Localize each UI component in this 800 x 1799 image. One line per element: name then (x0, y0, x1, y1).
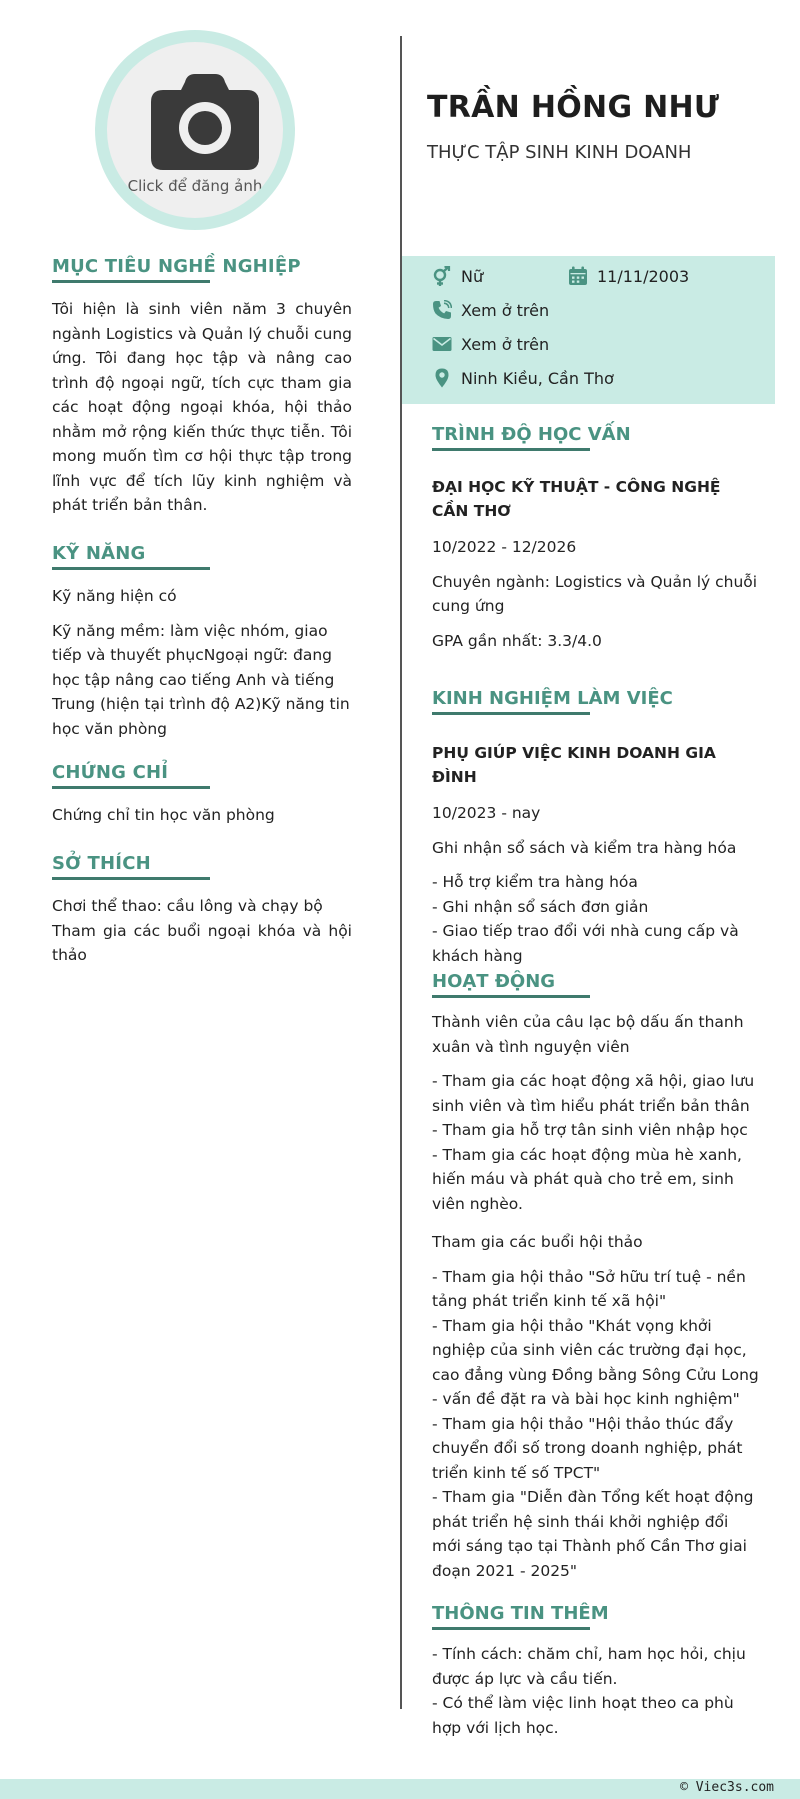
skills-title: KỸ NĂNG (52, 543, 352, 570)
education-period: 10/2022 - 12/2026 (432, 538, 577, 556)
experience-period: 10/2023 - nay (432, 804, 541, 822)
experience-section (432, 688, 762, 968)
hobby-item: Tham gia các buổi ngoại khóa và hội thảo (52, 921, 352, 964)
contact-gender (432, 266, 483, 286)
photo-placeholder (107, 42, 283, 218)
certificates-text: Chứng chỉ tin học văn phòng (52, 806, 275, 824)
experience-role: PHỤ GIÚP VIỆC KINH DOANH GIA ĐÌNH (432, 744, 716, 786)
activity-bullet: - Tham gia các hoạt động xã hội, giao lưu sinh viên và tìm hiểu phát triển bản thân (432, 1072, 755, 1115)
contact-address (432, 368, 614, 388)
skills-section (52, 543, 352, 741)
experience-bullet: - Ghi nhận sổ sách đơn giản (432, 897, 649, 916)
hobby-item: Chơi thể thao: cầu lông và chạy bộ (52, 897, 323, 915)
hobbies-title: SỞ THÍCH (52, 853, 352, 880)
activity-seminars: Tham gia các buổi hội thảo (432, 1233, 643, 1251)
activity-bullet: - Tham gia các hoạt động mùa hè xanh, hiến máu và phát quà cho trẻ em, sinh viên nghèo. (432, 1145, 742, 1213)
gender-value: Nữ (461, 266, 484, 286)
photo-upload-label: Click để đăng ảnh (127, 177, 263, 195)
contact-birthday (568, 266, 689, 286)
skills-subtitle: Kỹ năng hiện có (52, 587, 177, 605)
contact-phone (432, 300, 549, 320)
objective-section (52, 256, 352, 518)
experience-title: KINH NGHIỆM LÀM VIỆC (432, 688, 762, 715)
school-name: ĐẠI HỌC KỸ THUẬT - CÔNG NGHỆ CẦN THƠ (432, 478, 721, 520)
email-value: Xem ở trên (461, 334, 550, 354)
experience-bullet: - Giao tiếp trao đổi với nhà cung cấp và khách hàng (432, 922, 739, 965)
activities-title: HOẠT ĐỘNG (432, 971, 762, 998)
skills-text: Kỹ năng mềm: làm việc nhóm, giao tiếp và thuyết phụcNgoại ngữ: đang học tập nâng cao tiếng Anh và tiếng Trung (hiện tại trình độ A2)Kỹ năng tin học văn phòng (52, 621, 350, 738)
education-title: TRÌNH ĐỘ HỌC VẤN (432, 424, 762, 451)
candidate-name: TRẦN HỒNG NHƯ (427, 90, 720, 125)
activity-bullet: - Tham gia "Diễn đàn Tổng kết hoạt động phát triển hệ sinh thái khởi nghiệp đổi mới sáng tạo tại Thành phố Cần Thơ giai đoạn 2021 - 2025" (432, 1488, 754, 1580)
contact-box (402, 256, 775, 404)
experience-summary: Ghi nhận sổ sách và kiểm tra hàng hóa (432, 838, 737, 857)
birthday-value: 11/11/2003 (597, 266, 690, 286)
activities-section (432, 971, 762, 1583)
certificates-section (52, 762, 352, 828)
more-info-title: THÔNG TIN THÊM (432, 1603, 762, 1630)
objective-text: Tôi hiện là sinh viên năm 3 chuyên ngành Logistics và Quản lý chuỗi cung ứng. Tôi đang học tập và nâng cao trình độ ngoại ngữ, tích cực tham gia các hoạt động ngoại khóa, hội thảo nhằm mở rộng kiến thức thực tiễn. Tôi mong muốn tìm cơ hội thực tập trong lĩnh vực để tích lũy kinh nghiệm và phát triển bản thân. (52, 300, 352, 514)
more-info-bullet: - Tính cách: chăm chỉ, ham học hỏi, chịu được áp lực và cầu tiến. (432, 1645, 746, 1688)
more-info-bullet: - Có thể làm việc linh hoạt theo ca phù hợp với lịch học. (432, 1694, 734, 1737)
education-section (432, 424, 762, 653)
calendar-icon (568, 266, 588, 286)
camera-icon (151, 74, 259, 170)
activity-bullet: - Tham gia hỗ trợ tân sinh viên nhập học (432, 1121, 748, 1139)
contact-email (432, 334, 549, 354)
envelope-icon (432, 334, 452, 354)
education-gpa: GPA gần nhất: 3.3/4.0 (432, 631, 602, 650)
activity-bullet: - Tham gia hội thảo "Khát vọng khởi nghiệp của sinh viên các trường đại học, cao đẳng vùng Đồng bằng Sông Cửu Long - vấn đề đặt ra và bài học kinh nghiệm" (432, 1316, 759, 1408)
footer-copyright: © Viec3s.com (680, 1780, 774, 1795)
job-title: THỰC TẬP SINH KINH DOANH (427, 142, 692, 163)
activity-bullet: - Tham gia hội thảo "Sở hữu trí tuệ - nền tảng phát triển kinh tế xã hội" (432, 1267, 746, 1310)
more-info-section (432, 1603, 762, 1740)
map-marker-icon (432, 368, 452, 388)
gender-icon (432, 266, 452, 286)
hobbies-section (52, 853, 352, 968)
activity-bullet: - Tham gia hội thảo "Hội thảo thúc đẩy chuyển đổi số trong doanh nghiệp, phát triển kinh tế số TPCT" (432, 1414, 743, 1482)
certificates-title: CHỨNG CHỈ (52, 762, 352, 789)
phone-icon (432, 300, 452, 320)
objective-title: MỤC TIÊU NGHỀ NGHIỆP (52, 256, 352, 283)
education-major: Chuyên ngành: Logistics và Quản lý chuỗi cung ứng (432, 572, 758, 615)
phone-value: Xem ở trên (461, 300, 550, 320)
experience-bullet: - Hỗ trợ kiểm tra hàng hóa (432, 873, 638, 891)
address-value: Ninh Kiều, Cần Thơ (461, 368, 614, 388)
profile-photo-upload[interactable] (95, 30, 295, 230)
activity-club: Thành viên của câu lạc bộ dấu ấn thanh xuân và tình nguyện viên (432, 1013, 744, 1056)
